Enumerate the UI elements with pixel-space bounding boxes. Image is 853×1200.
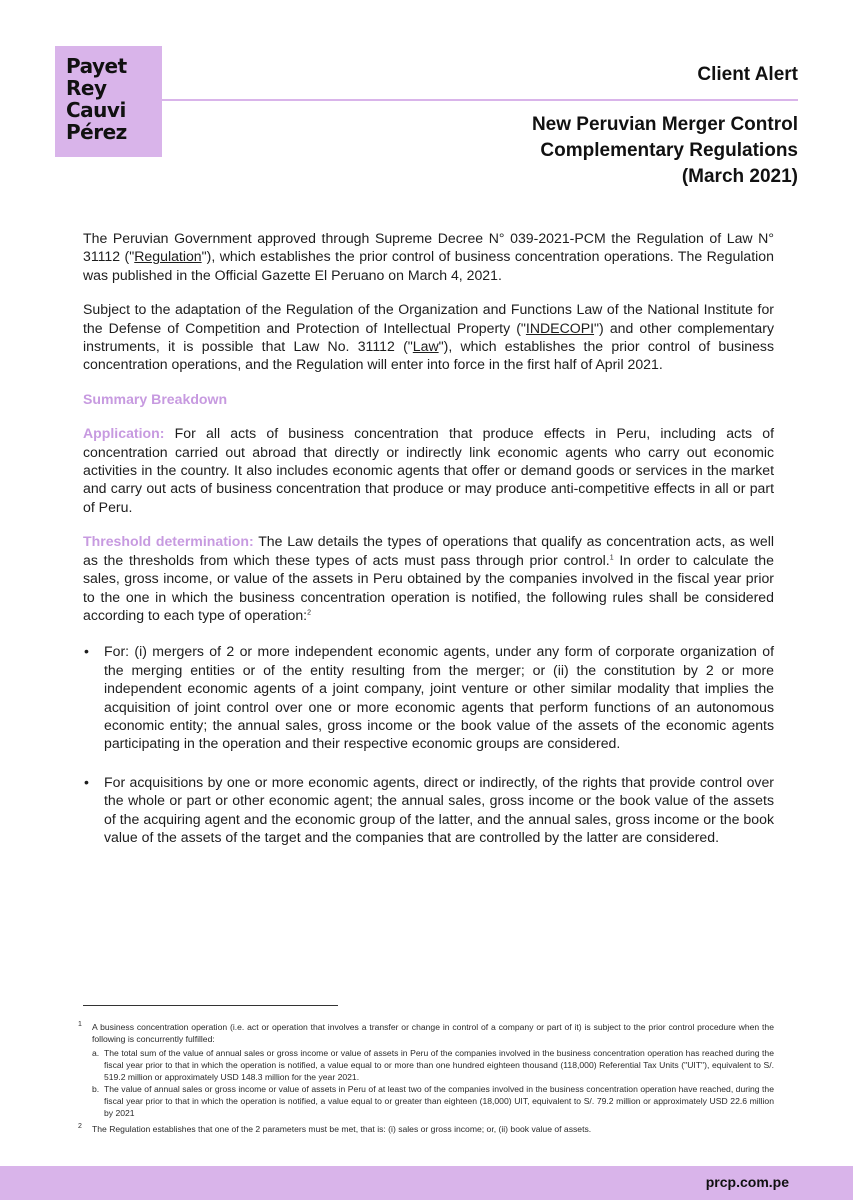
- footnote-number: 1: [78, 1021, 82, 1028]
- footnote-1a: [92, 1047, 774, 1083]
- threshold-label: Threshold determination:: [83, 533, 254, 550]
- list-item: [83, 773, 774, 847]
- application-paragraph: [83, 424, 774, 516]
- logo-line: Rey: [66, 76, 107, 100]
- bullet-icon: •: [84, 643, 89, 660]
- text-run: The Peruvian Government approved through Supreme Decree N° 039-2021-PCM the Regulation of Law N° 31112 (": [83, 230, 774, 265]
- footnote-2: [78, 1123, 774, 1135]
- footnotes: [78, 1021, 774, 1137]
- footnote-sub-label: b.: [92, 1084, 100, 1094]
- operation-rules-list: [83, 642, 774, 846]
- text-run: The Law details the types of operations that qualify as concentration acts, as well as the thresholds from which these types of acts must pass through prior control.: [83, 533, 774, 568]
- list-item-text: For acquisitions by one or more economic agents, direct or indirectly, of the rights that provide control over the whole or part or other economic agent; the annual sales, gross income or the book value of the assets of the acquiring agent and the economic group of the latter, and the annual sales, gross income or the book value of the assets of the target and the companies that are controlled by the latter are considered.: [104, 773, 774, 845]
- footnote-1b: [92, 1083, 774, 1119]
- footnote-text: The value of annual sales or gross income or value of assets in Peru of at least two of the companies involved in the business concentration operation have reached, during the fiscal year prior to that in which the operation is notified, a value equal to or greater than eighteen (18,000) UIT, equivalent to S/. 79.2 million or approximately USD 22.6 million by 2021: [104, 1084, 774, 1118]
- footnote-text: The Regulation establishes that one of the 2 parameters must be met, that is: (i) sales or gross income; or, (ii) book value of assets.: [92, 1124, 592, 1134]
- client-alert-label: Client Alert: [697, 64, 798, 85]
- footer-website-link[interactable]: prcp.com.pe: [705, 1174, 789, 1190]
- logo-line: Payet: [66, 54, 127, 78]
- text-run: ") and other complementary instruments, it is possible that Law No. 31112 (": [83, 319, 774, 355]
- title-line: Complementary Regulations: [540, 140, 798, 161]
- document-title: [378, 112, 798, 190]
- bullet-icon: •: [84, 773, 89, 790]
- footnote-number: 2: [78, 1123, 82, 1130]
- text-run: "), which establishes the prior control of business concentration operations. The Regulation was published in the Official Gazette El Peruano on March 4, 2021.: [83, 248, 774, 283]
- intro-paragraph-1: [83, 229, 774, 284]
- footnote-text: The total sum of the value of annual sales or gross income or value of assets in Peru of the companies involved in the business concentration operation has reached during the fiscal year prior to that in which the operation is notified, a value equal to or more than one hundred eighteen thousand (118,000) Referential Tax Units ("UIT"), equivalent to S/. 519.2 million or approximately USD 148.3 million for the year 2021.: [104, 1048, 774, 1082]
- logo-line: Pérez: [66, 120, 127, 144]
- footnote-text: A business concentration operation (i.e. act or operation that involves a transfer or change in control of a company or part of it) is subject to the prior control procedure when the following is concurrently fulfilled:: [92, 1022, 774, 1044]
- list-item-text: For: (i) mergers of 2 or more independent economic agents, under any form of corporate organization of the merging entities or of the entity resulting from the merger; or (ii) the constitution by 2 or more independent economic agents of a joint company, joint venture or other similar modality that implies the acquisition of joint control over one or more economic agents that perform functions of an autonomous economic entity; the annual sales, gross income or the book value of the assets of the economic agents participating in the operation and their respective economic groups are considered.: [104, 643, 774, 752]
- list-item: [83, 642, 774, 752]
- logo-line: Cauvi: [66, 98, 126, 122]
- footnote-divider: [83, 1005, 338, 1006]
- firm-logo: [55, 46, 162, 157]
- text-run: In order to calculate the sales, gross income, or value of the assets in Peru obtained by the companies involved in the fiscal year prior to the one in which the business concentration operation is notified, the following rules shall be considered according to each type of operation:: [83, 551, 774, 623]
- regulation-link: Regulation: [134, 248, 202, 265]
- text-run: For all acts of business concentration that produce effects in Peru, including acts of concentration carried out abroad that directly or indirectly link economic agents who carry out economic activities in the country. It also includes economic agents that offer or demand goods or services in the market and carry out acts of business concentration that produce or may produce anti-competitive effects in all or part of Peru.: [83, 425, 774, 515]
- threshold-paragraph: [83, 532, 774, 624]
- law-link: Law: [412, 338, 439, 355]
- section-heading: Summary Breakdown: [83, 390, 228, 407]
- text-run: Subject to the adaptation of the Regulation of the Organization and Functions Law of the National Institute for the Defense of Competition and Protection of Intellectual Property (": [83, 301, 774, 336]
- title-line: New Peruvian Merger Control: [531, 114, 798, 135]
- footnote-ref-2[interactable]: 2: [307, 609, 311, 617]
- footnote-sub-label: a.: [92, 1048, 100, 1058]
- footnote-ref-1[interactable]: 1: [609, 554, 614, 561]
- text-run: "), which establishes the prior control of business concentration operations, and the Regulation will enter into force in the first half of April 2021.: [83, 338, 774, 373]
- document-body: [83, 229, 774, 866]
- intro-paragraph-2: [83, 300, 774, 374]
- application-label: Application:: [83, 425, 165, 442]
- header-divider: [162, 99, 798, 101]
- indecopi-link: INDECOPI: [525, 319, 595, 336]
- footnote-1: [78, 1021, 774, 1045]
- title-line: (March 2021): [681, 166, 798, 187]
